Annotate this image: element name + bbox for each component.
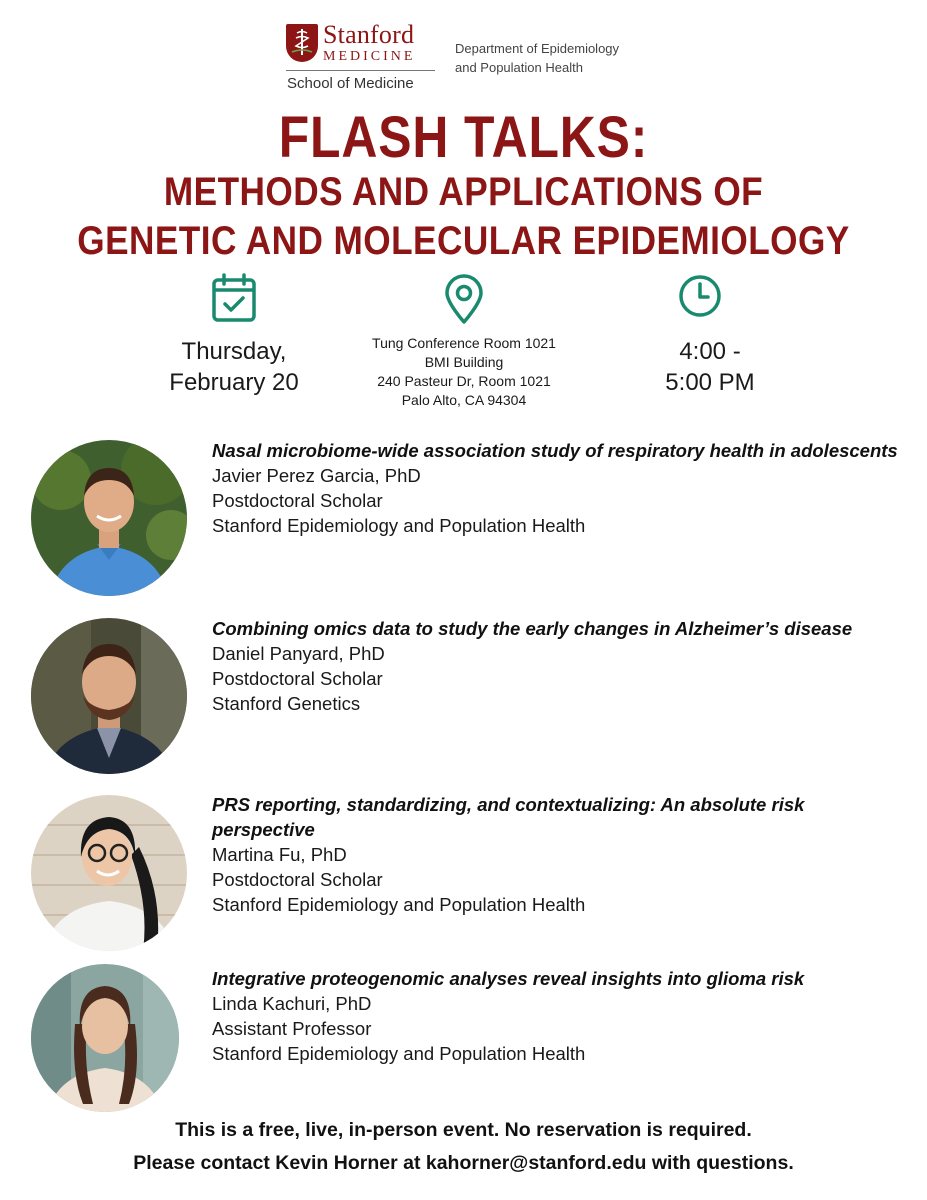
speaker-name: Martina Fu, PhD (212, 844, 347, 865)
speaker-photo (31, 440, 187, 596)
event-time-line-2: 5:00 PM (665, 369, 755, 396)
speaker-affiliation: Stanford Epidemiology and Population Health (212, 515, 586, 536)
logo-divider (286, 70, 435, 71)
event-time (620, 336, 800, 398)
speaker-affiliation: Stanford Epidemiology and Population Health (212, 894, 586, 915)
speaker-name: Daniel Panyard, PhD (212, 643, 385, 664)
speaker-info (212, 616, 902, 716)
subtitle-line-2: GENETIC AND MOLECULAR EPIDEMIOLOGY (77, 219, 850, 263)
speaker-info (212, 966, 902, 1066)
speaker-affiliation: Stanford Genetics (212, 693, 361, 714)
subtitle-line-1: METHODS AND APPLICATIONS OF (163, 170, 764, 214)
talk-title: Nasal microbiome-wide association study of respiratory health in adolescents (212, 440, 898, 461)
location-line: Tung Conference Room 1021 (372, 335, 556, 351)
location-line: BMI Building (424, 354, 504, 370)
event-date-line-2: February 20 (169, 369, 299, 396)
department-line-2: and Population Health (455, 60, 583, 75)
calendar-check-icon (211, 273, 257, 323)
speaker-info (212, 792, 902, 917)
clock-icon (677, 273, 723, 319)
speaker-role: Postdoctoral Scholar (212, 668, 383, 689)
speaker-name: Linda Kachuri, PhD (212, 993, 372, 1014)
location-line: Palo Alto, CA 94304 (401, 392, 527, 408)
talk-title: Integrative proteogenomic analyses reveal insights into glioma risk (212, 968, 805, 989)
speaker-role: Assistant Professor (212, 1018, 372, 1039)
department-line-1: Department of Epidemiology (455, 41, 620, 56)
speaker-name: Javier Perez Garcia, PhD (212, 465, 421, 486)
event-time-line-1: 4:00 - (679, 338, 741, 365)
speaker-photo (31, 795, 187, 951)
school-name: School of Medicine (287, 75, 414, 92)
contact-note: Please contact Kevin Horner at kahorner@stanford.edu with questions. (133, 1152, 794, 1174)
talk-title: Combining omics data to study the early changes in Alzheimer’s disease (212, 618, 853, 639)
speaker-role: Postdoctoral Scholar (212, 490, 383, 511)
stanford-shield-icon (286, 24, 318, 62)
event-note: This is a free, live, in-person event. No reservation is required. (175, 1119, 752, 1141)
speaker-photo (31, 964, 179, 1112)
speaker-role: Postdoctoral Scholar (212, 869, 383, 890)
page-title: FLASH TALKS: (278, 105, 649, 170)
speaker-info (212, 438, 902, 538)
location-pin-icon (442, 273, 486, 325)
event-date (144, 336, 324, 398)
speaker-photo (31, 618, 187, 774)
speaker-affiliation: Stanford Epidemiology and Population Health (212, 1043, 586, 1064)
logo-medicine-text: MEDICINE (323, 49, 416, 64)
event-date-line-1: Thursday, (181, 338, 287, 365)
talk-title: PRS reporting, standardizing, and contextualizing: An absolute risk perspective (212, 794, 805, 840)
logo-stanford-text: Stanford (323, 20, 415, 49)
location-line: 240 Pasteur Dr, Room 1021 (377, 373, 551, 389)
event-location (344, 334, 584, 410)
department-name (455, 39, 619, 77)
